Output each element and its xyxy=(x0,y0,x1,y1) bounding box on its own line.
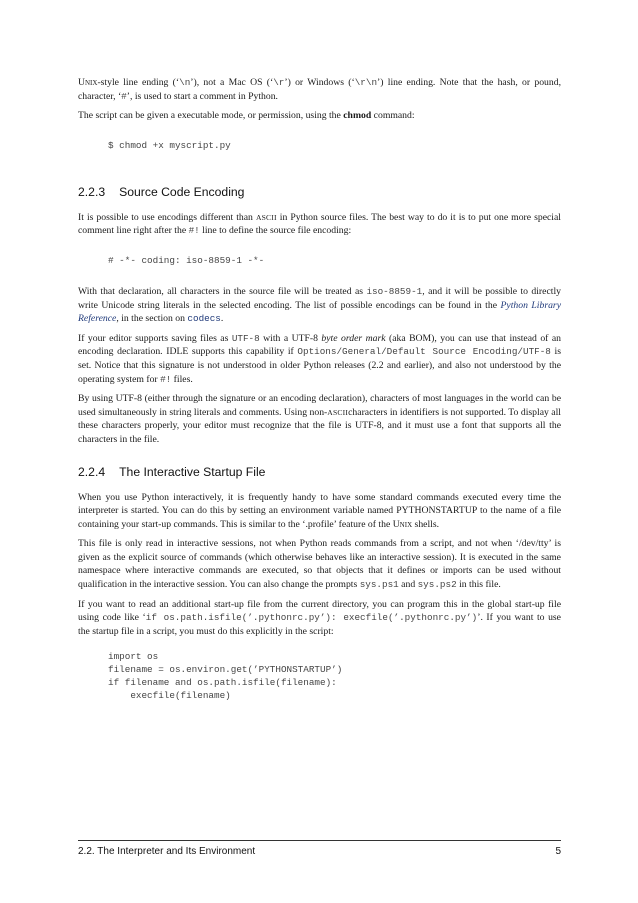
code-line: import os xyxy=(108,651,159,663)
text-run: with a UTF-8 xyxy=(259,332,322,344)
code-hash: # xyxy=(121,90,127,102)
section-number: 2.2.3 xyxy=(78,184,106,199)
text-run: ’. If you want to use the startup file in a script, you must do this explicitly in the script: xyxy=(78,612,561,637)
text-run: By using UTF-8 (either through the signature or an encoding declaration), characters of most languages in the world can be used simultaneously in string literals and comments. Using non- xyxy=(78,393,561,418)
text-run: characters in identifiers is not supported. To display all these characters properly, your editor must recognize that the file is UTF-8, and it must use a font that supports all the characters in the file. xyxy=(78,406,561,445)
text-run: When you use Python interactively, it is frequently handy to have some standard commands executed every time the interpreter is started. You can do this by setting an environment variable named PYTHONSTARTUP to the name of a file containing your start-up commands. This is similar to the ‘.profile’ feature of the xyxy=(78,491,561,530)
text-run: files. xyxy=(171,373,193,385)
ascii-smallcaps: ASCII xyxy=(327,407,349,417)
text-run: If you want to read an additional start-up file from the current directory, you can program this in the global start-up file using code like ‘ xyxy=(78,598,561,624)
footer-section-title: 2.2. The Interpreter and Its Environment xyxy=(78,846,256,857)
code-block-chmod: $ chmod +x myscript.py xyxy=(108,139,231,151)
footer-rule xyxy=(78,840,561,841)
code-crlf: \r\n xyxy=(354,77,378,88)
text-run: ’) or Windows (‘ xyxy=(284,77,355,88)
unix-smallcaps: Unix xyxy=(78,77,98,88)
text-run: in this file. xyxy=(456,579,501,591)
paragraph-executable-mode xyxy=(78,109,561,123)
text-run: in Python source files. The best way to do it is to put one more special comment line right after the xyxy=(78,211,561,237)
code-utf8: UTF-8 xyxy=(231,332,260,344)
text-run: The script can be given a executable mode, or permission, using the xyxy=(78,110,344,122)
text-run: -style line ending (‘ xyxy=(97,77,180,88)
python-library-reference-link[interactable]: Python Library Reference xyxy=(78,299,561,325)
code-sys-ps1: sys.ps1 xyxy=(359,579,399,591)
code-idle-option: Options/General/Default Source Encoding/UTF-8 xyxy=(297,346,551,358)
paragraph-encoding-intro xyxy=(78,211,561,238)
code-sys-ps2: sys.ps2 xyxy=(417,579,457,591)
code-line: if filename and os.path.isfile(filename): xyxy=(108,677,337,689)
code-line: filename = os.environ.get(’PYTHONSTARTUP’) xyxy=(108,664,343,676)
ascii-smallcaps: ASCII xyxy=(255,212,277,222)
text-run: ’) line ending. Note that the hash, or pound, character, ‘ xyxy=(78,77,562,102)
paragraph-additional-startup xyxy=(78,598,561,639)
paragraph-unix-line-ending xyxy=(78,76,561,103)
text-run: This file is only read in interactive sessions, not when Python reads commands from a script, and not when ‘/dev/tty’ is given as the explicit source of commands (which otherwise behaves like an interactive session). It is executed in the same namespace where interactive commands are executed, so that objects that it defines or imports can be used without qualification in the interactive session. You can also change the prompts xyxy=(78,538,561,591)
paragraph-interactive-sessions xyxy=(78,537,561,591)
text-run: It is possible to use encodings different than xyxy=(78,211,256,223)
paragraph-utf8-usage xyxy=(78,392,561,446)
code-shebang: #! xyxy=(188,225,200,237)
code-carriage-return: \r xyxy=(273,77,285,88)
paragraph-pythonstartup xyxy=(78,491,561,532)
page-content xyxy=(78,76,561,702)
paragraph-utf8-bom xyxy=(78,332,561,386)
text-run: shells. xyxy=(412,518,440,530)
text-run: and xyxy=(398,579,418,591)
unix-smallcaps: Unix xyxy=(392,518,413,530)
section-heading-source-code-encoding xyxy=(78,185,561,199)
paragraph-encoding-declaration xyxy=(78,285,561,326)
section-heading-interactive-startup-file xyxy=(78,465,561,479)
code-shebang: #! xyxy=(160,373,172,385)
text-run: (aka BOM), you can use that instead of an encoding declaration. IDLE supports this capability if xyxy=(78,332,561,358)
section-title: The Interactive Startup File xyxy=(119,464,266,479)
page-footer xyxy=(78,846,561,857)
code-block-coding: # -*- coding: iso-8859-1 -*- xyxy=(108,254,265,266)
text-run: ’, is used to start a comment in Python. xyxy=(126,90,278,102)
text-run: If your editor supports saving files as xyxy=(78,332,232,344)
text-run: , and it will be possible to directly write Unicode string literals in the selected encoding. The list of possible encodings can be found in the xyxy=(78,285,561,311)
text-run: . xyxy=(220,313,224,325)
text-run: With that declaration, all characters in the source file will be treated as xyxy=(78,285,367,297)
byte-order-mark-italic: byte order mark xyxy=(321,332,386,344)
code-isfile-execfile: if os.path.isfile(’.pythonrc.py’): execfile(’.pythonrc.py’) xyxy=(145,612,478,624)
text-run: ’), not a Mac OS (‘ xyxy=(190,77,274,88)
text-run: , in the section on xyxy=(116,313,188,325)
code-line: execfile(filename) xyxy=(108,690,231,702)
text-run: command: xyxy=(371,110,415,122)
code-iso-8859-1: iso-8859-1 xyxy=(366,285,423,297)
code-block-startup xyxy=(108,650,561,702)
page-number: 5 xyxy=(555,846,561,857)
text-run: is set. Notice that this signature is not understood in older Python releases (2.2 and earlier), and also not understood by the operating system for xyxy=(78,346,561,385)
chmod-bold: chmod xyxy=(343,110,372,122)
section-title: Source Code Encoding xyxy=(119,184,245,199)
text-run: line to define the source file encoding: xyxy=(199,225,352,237)
codecs-link[interactable]: codecs xyxy=(187,313,221,325)
code-newline: \n xyxy=(179,77,191,88)
section-number: 2.2.4 xyxy=(78,464,106,479)
